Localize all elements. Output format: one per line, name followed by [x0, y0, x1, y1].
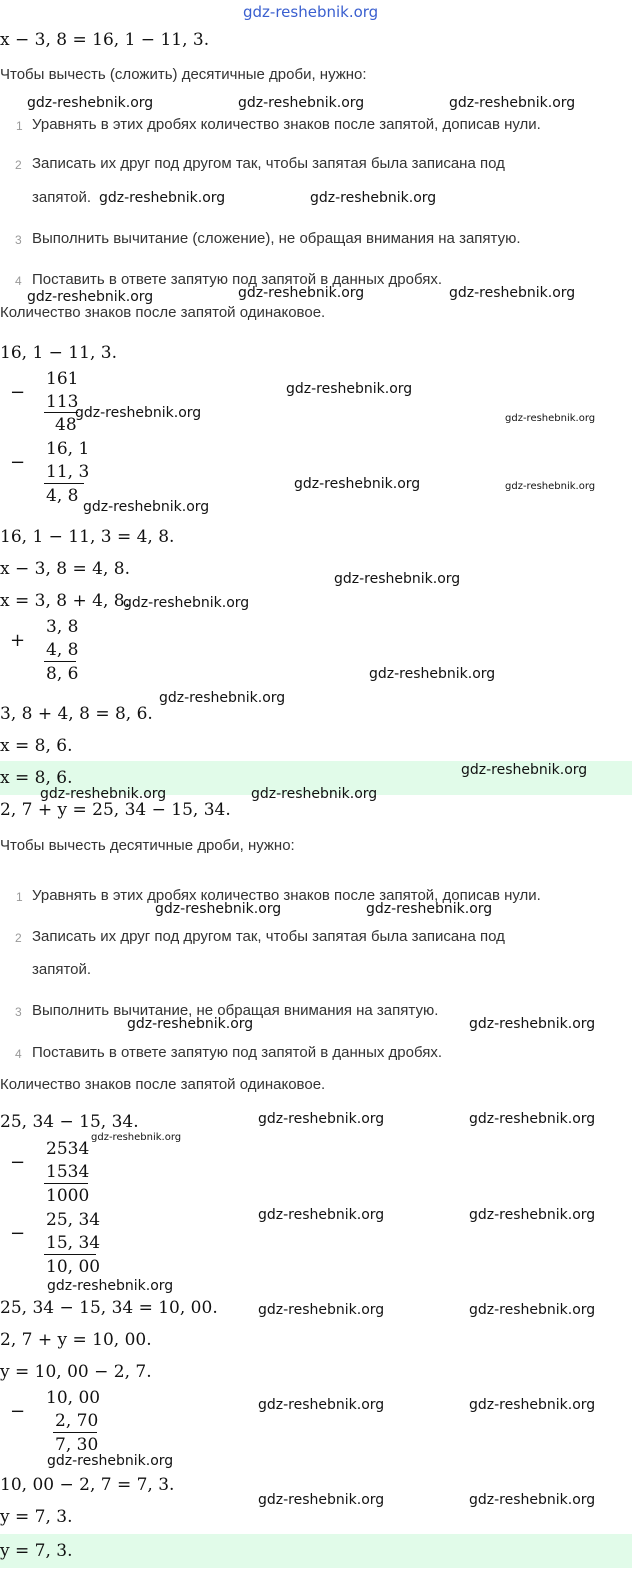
watermark-link[interactable]: gdz-reshebnik.org — [155, 901, 282, 917]
step-number: 4 — [15, 1047, 22, 1061]
watermark-link[interactable]: gdz-reshebnik.org — [123, 595, 250, 611]
column-operator: − — [10, 382, 26, 403]
equation-2: 2, 7 + y = 25, 34 − 15, 34. — [0, 800, 231, 820]
column-bottom: 15, 34 — [46, 1233, 101, 1253]
step-number: 3 — [15, 233, 22, 247]
column-result: 8, 6 — [46, 664, 79, 684]
step-number: 1 — [16, 119, 23, 133]
step-number: 2 — [15, 158, 22, 172]
watermark-link[interactable]: gdz-reshebnik.org — [159, 690, 286, 706]
answer-2: y = 7, 3. — [0, 1541, 73, 1561]
step-number: 2 — [15, 931, 22, 945]
step-text: Записать их друг под другом так, чтобы запятая была записана под — [32, 155, 505, 172]
step-text-continued: запятой. — [32, 961, 92, 978]
column-rule — [44, 1254, 96, 1255]
rule-intro-2: Чтобы вычесть десятичные дроби, нужно: — [0, 837, 295, 854]
equation-step: y = 7, 3. — [0, 1507, 73, 1527]
watermark-link[interactable]: gdz-reshebnik.org — [469, 1207, 596, 1223]
watermark-link[interactable]: gdz-reshebnik.org — [286, 381, 413, 397]
result-line: 16, 1 − 11, 3 = 4, 8. — [0, 527, 175, 547]
equation-step: x = 8, 6. — [0, 736, 73, 756]
watermark-link[interactable]: gdz-reshebnik.org — [40, 786, 167, 802]
expression-1: 16, 1 − 11, 3. — [0, 343, 117, 363]
column-operator: − — [10, 1401, 26, 1422]
step-text-continued: запятой. — [32, 189, 92, 206]
equation-1: x − 3, 8 = 16, 1 − 11, 3. — [0, 30, 210, 50]
column-rule — [44, 661, 76, 662]
answer-1: x = 8, 6. — [0, 768, 73, 788]
answer-highlight-2 — [0, 1534, 632, 1568]
column-bottom: 4, 8 — [46, 640, 79, 660]
result-line: 3, 8 + 4, 8 = 8, 6. — [0, 704, 153, 724]
column-bottom: 2, 70 — [55, 1411, 99, 1431]
column-top: 2534 — [46, 1139, 90, 1159]
watermark-link[interactable]: gdz-reshebnik.org — [469, 1397, 596, 1413]
column-operator: + — [10, 630, 26, 651]
watermark-link[interactable]: gdz-reshebnik.org — [505, 481, 596, 492]
watermark-link[interactable]: gdz-reshebnik.org — [334, 571, 461, 587]
watermark-link[interactable]: gdz-reshebnik.org — [47, 1278, 174, 1294]
column-top: 161 — [46, 369, 79, 389]
watermark-link[interactable]: gdz-reshebnik.org — [99, 190, 226, 206]
watermark-link[interactable]: gdz-reshebnik.org — [258, 1111, 385, 1127]
watermark-link[interactable]: gdz-reshebnik.org — [258, 1302, 385, 1318]
equation-step: 2, 7 + y = 10, 00. — [0, 1330, 152, 1350]
top-watermark[interactable]: gdz-reshebnik.org — [243, 3, 379, 21]
watermark-link[interactable]: gdz-reshebnik.org — [366, 901, 493, 917]
step-number: 3 — [15, 1005, 22, 1019]
result-line: 25, 34 − 15, 34 = 10, 00. — [0, 1298, 218, 1318]
equation-step: x − 3, 8 = 4, 8. — [0, 559, 130, 579]
result-line: 10, 00 − 2, 7 = 7, 3. — [0, 1475, 175, 1495]
watermark-link[interactable]: gdz-reshebnik.org — [449, 285, 576, 301]
watermark-link[interactable]: gdz-reshebnik.org — [47, 1453, 174, 1469]
watermark-link[interactable]: gdz-reshebnik.org — [258, 1397, 385, 1413]
step-text: Поставить в ответе запятую под запятой в данных дробях. — [32, 271, 443, 288]
watermark-link[interactable]: gdz-reshebnik.org — [251, 786, 378, 802]
column-top: 25, 34 — [46, 1210, 101, 1230]
watermark-link[interactable]: gdz-reshebnik.org — [469, 1111, 596, 1127]
column-result: 48 — [55, 415, 77, 435]
watermark-link[interactable]: gdz-reshebnik.org — [469, 1302, 596, 1318]
rule-intro-1: Чтобы вычесть (сложить) десятичные дроби, нужно: — [0, 66, 367, 83]
column-bottom: 1534 — [46, 1162, 90, 1182]
column-operator: − — [10, 1223, 26, 1244]
step-text: Уравнять в этих дробях количество знаков после запятой, дописав нули. — [32, 887, 541, 904]
column-top: 3, 8 — [46, 617, 79, 637]
watermark-link[interactable]: gdz-reshebnik.org — [469, 1492, 596, 1508]
column-top: 16, 1 — [46, 439, 90, 459]
watermark-link[interactable]: gdz-reshebnik.org — [238, 285, 365, 301]
watermark-link[interactable]: gdz-reshebnik.org — [449, 95, 576, 111]
watermark-link[interactable]: gdz-reshebnik.org — [469, 1016, 596, 1032]
step-text: Выполнить вычитание (сложение), не обращая внимания на запятую. — [32, 230, 521, 247]
column-top: 10, 00 — [46, 1388, 101, 1408]
column-bottom: 11, 3 — [46, 462, 90, 482]
watermark-link[interactable]: gdz-reshebnik.org — [369, 666, 496, 682]
step-text: Записать их друг под другом так, чтобы запятая была записана под — [32, 928, 505, 945]
note-1: Количество знаков после запятой одинаковое. — [0, 304, 326, 321]
column-rule — [44, 412, 78, 413]
watermark-link[interactable]: gdz-reshebnik.org — [83, 499, 210, 515]
watermark-link[interactable]: gdz-reshebnik.org — [294, 476, 421, 492]
watermark-link[interactable]: gdz-reshebnik.org — [91, 1132, 182, 1143]
watermark-link[interactable]: gdz-reshebnik.org — [127, 1016, 254, 1032]
column-result: 7, 30 — [55, 1435, 99, 1455]
watermark-link[interactable]: gdz-reshebnik.org — [505, 413, 596, 424]
expression-2: 25, 34 − 15, 34. — [0, 1112, 139, 1132]
column-rule — [44, 1183, 88, 1184]
column-bottom: 113 — [46, 392, 79, 412]
watermark-link[interactable]: gdz-reshebnik.org — [75, 405, 202, 421]
watermark-link[interactable]: gdz-reshebnik.org — [461, 762, 588, 778]
watermark-link[interactable]: gdz-reshebnik.org — [27, 289, 154, 305]
step-number: 4 — [15, 274, 22, 288]
watermark-link[interactable]: gdz-reshebnik.org — [258, 1492, 385, 1508]
equation-step: x = 3, 8 + 4, 8. — [0, 591, 130, 611]
watermark-link[interactable]: gdz-reshebnik.org — [310, 190, 437, 206]
watermark-link[interactable]: gdz-reshebnik.org — [238, 95, 365, 111]
note-2: Количество знаков после запятой одинаковое. — [0, 1076, 326, 1093]
step-text: Выполнить вычитание, не обращая внимания на запятую. — [32, 1002, 439, 1019]
column-result: 4, 8 — [46, 486, 79, 506]
step-text: Уравнять в этих дробях количество знаков после запятой, дописав нули. — [32, 116, 541, 133]
column-operator: − — [10, 1152, 26, 1173]
step-number: 1 — [16, 890, 23, 904]
column-rule — [44, 483, 84, 484]
watermark-link[interactable]: gdz-reshebnik.org — [258, 1207, 385, 1223]
equation-step: y = 10, 00 − 2, 7. — [0, 1362, 152, 1382]
column-result: 10, 00 — [46, 1257, 101, 1277]
step-text: Поставить в ответе запятую под запятой в данных дробях. — [32, 1044, 443, 1061]
watermark-link[interactable]: gdz-reshebnik.org — [27, 95, 154, 111]
column-operator: − — [10, 452, 26, 473]
column-rule — [53, 1432, 97, 1433]
column-result: 1000 — [46, 1186, 90, 1206]
